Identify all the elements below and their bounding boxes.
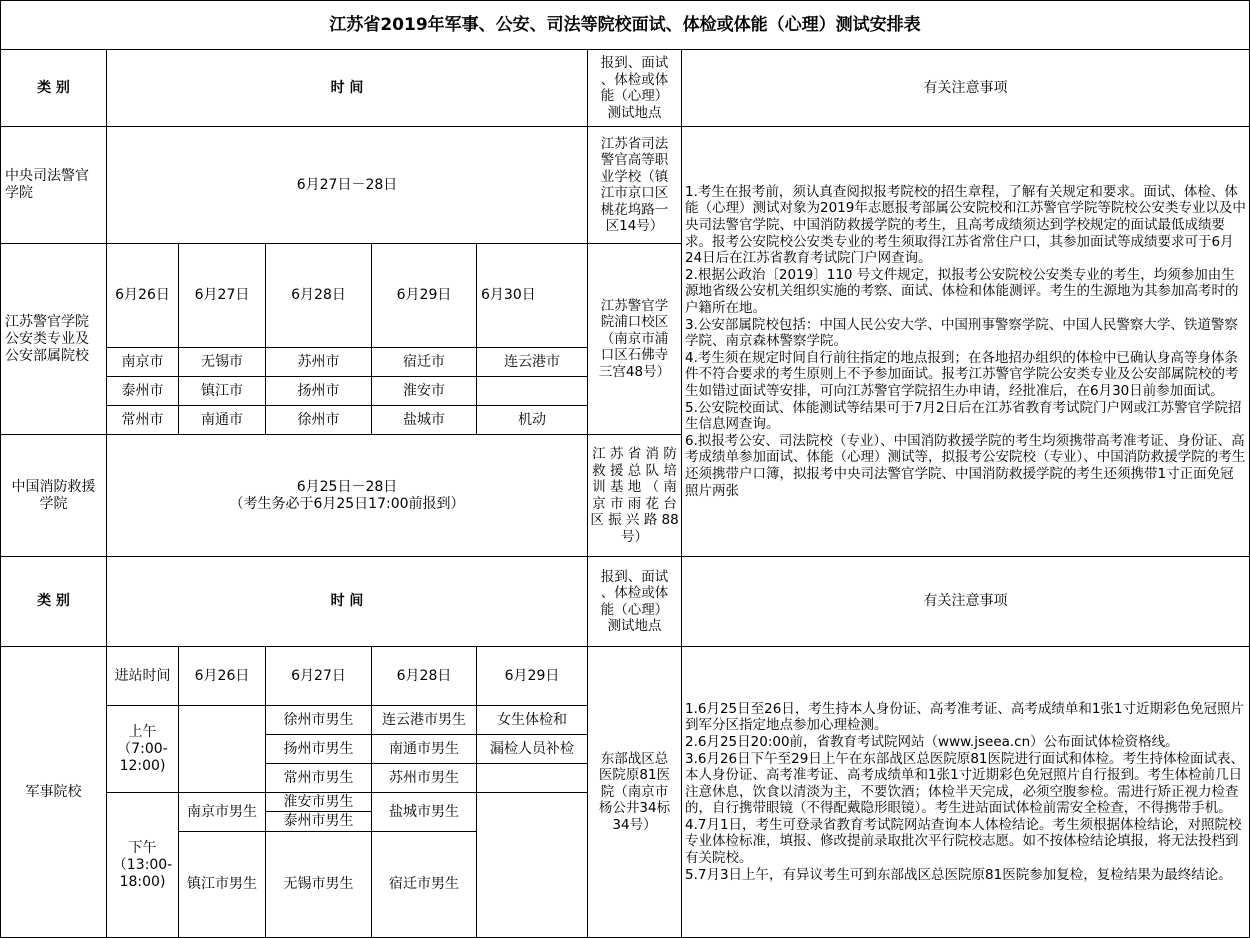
police-college-location: 江苏警官学 院浦口校区 （南京市浦 口区石佛寺 三宫48号） <box>587 243 682 435</box>
morning-cell <box>476 763 588 793</box>
morning-cell: 南通市男生 <box>371 734 477 764</box>
afternoon-cell-huaian: 淮安市男生 <box>265 792 372 812</box>
police-college-name: 江苏警官学院 公安类专业及 公安部属院校 <box>0 243 107 435</box>
police-city-cell: 徐州市 <box>265 405 372 435</box>
justice-college-location: 江苏省司法 警官高等职 业学校（镇 江市京口区 桃花坞路一 区14号） <box>587 126 682 244</box>
morning-cell: 苏州市男生 <box>371 763 477 793</box>
police-city-cell: 扬州市 <box>265 376 372 406</box>
police-city-cell: 机动 <box>476 405 588 435</box>
police-date-cell: 6月30日 <box>476 243 588 348</box>
police-city-cell: 淮安市 <box>371 376 477 406</box>
header-time: 时 间 <box>106 49 588 127</box>
afternoon-cell-zhenjiang: 镇江市男生 <box>178 831 266 938</box>
police-city-cell: 泰州市 <box>106 376 179 406</box>
fire-college-location: 江 苏 省 消 防 救 援 总 队 培 训 基 地 （ 南 京 市 雨 花 台 区 振 兴 路 88 号） <box>587 434 682 557</box>
morning-label: 上午 （7:00- 12:00) <box>106 705 179 793</box>
afternoon-label: 下午 （13:00- 18:00) <box>106 792 179 938</box>
police-city-cell <box>476 376 588 406</box>
police-city-cell: 盐城市 <box>371 405 477 435</box>
military-college-name: 军事院校 <box>0 646 107 938</box>
header-category-2: 类 别 <box>0 556 107 647</box>
header-location: 报到、面试 、体检或体 能（心理） 测试地点 <box>587 49 682 127</box>
afternoon-cell-nanjing: 南京市男生 <box>178 792 266 832</box>
justice-college-name: 中央司法警官 学院 <box>0 126 107 244</box>
police-city-cell: 宿迁市 <box>371 347 477 377</box>
police-date-cell: 6月26日 <box>106 243 179 348</box>
header-category: 类 别 <box>0 49 107 127</box>
military-date-cell: 6月29日 <box>476 646 588 706</box>
page-title: 江苏省2019年军事、公安、司法等院校面试、体检或体能（心理）测试安排表 <box>0 0 1250 50</box>
afternoon-empty-cell <box>476 792 588 938</box>
morning-cell: 连云港市男生 <box>371 705 477 735</box>
morning-cell: 漏检人员补检 <box>476 734 588 764</box>
section1-notes: 1.考生在报考前，须认真查阅拟报考院校的招生章程，了解有关规定和要求。面试、体检、体能（心理）测试对象为2019年志愿报考部属公安院校和江苏警官学院等院校公安类专业以及中央司法警官学院、中国消防救援学院的考生，且高考成绩须达到学校规定的面试最低成绩要求。报考公安院校公安类专业的考生须取得江苏省常住户口，其参加面试等成绩要求可于6月24日后在江苏省教育考试院门户网查询。 2.根据公政治〔2019〕110 号文件规定，拟报考公安院校公安类专业的考生，均须参加由生源地省级公安机关组织实施的考察、面试、体检和体能测评。考生的生源地为其参加高考时的户籍所在地。 3.公安部属院校包括：中国人民公安大学、中国刑事警察学院、中国人民警察大学、铁道警察学院、南京森林警察学院。 4.考生须在规定时间自行前往指定的地点报到；在各地招办组织的体检中已确认身高等身体条件不符合要求的考生原则上不予参加面试。报考江苏警官学院公安类专业及公安部属院校的考生如错过面试等安排，可向江苏警官学院招生办申请，经批准后，在6月30日前参加面试。 5.公安院校面试、体能测试等结果可于7月2日后在江苏省教育考试院门户网或江苏警官学院招生信息网查询。 6.拟报考公安、司法院校（专业）、中国消防救援学院的考生均须携带高考准考证、身份证、高考成绩单参加面试、体能（心理）测试等，拟报考公安院校（专业）、中国消防救援学院的考生还须携带户口簿，拟报考中央司法警官学院、中国消防救援学院的考生还须携带1寸正面免冠照片两张 <box>681 126 1250 557</box>
header-time-2: 时 间 <box>106 556 588 647</box>
police-date-cell: 6月27日 <box>178 243 266 348</box>
morning-cell: 扬州市男生 <box>265 734 372 764</box>
header-location-2: 报到、面试 、体检或体 能（心理） 测试地点 <box>587 556 682 647</box>
header-notes-2: 有关注意事项 <box>681 556 1250 647</box>
justice-college-time: 6月27日－28日 <box>106 126 588 244</box>
afternoon-cell-taizhou: 泰州市男生 <box>265 811 372 832</box>
fire-college-name: 中国消防救援 学院 <box>0 434 107 557</box>
section2-notes: 1.6月25日至26日，考生持本人身份证、高考准考证、高考成绩单和1张1寸近期彩色免冠照片到军分区指定地点参加心理检测。 2.6月25日20:00前，省教育考试院网站（www.jseea.cn）公布面试体检资格线。 3.6月26日下午至29日上午在东部战区总医院原81医院进行面试和体检。考生持体检面试表、本人身份证、高考准考证、高考成绩单和1张1寸近期彩色免冠照片自行报到。考生体检前几日注意休息，饮食以清淡为主，不要饮酒；体检半天完成，必须空腹参检。需进行矫正视力检查的，自行携带眼镜（不得配戴隐形眼镜）。考生进站面试体检前需安全检查，不得携带手机。 4.7月1日，考生可登录省教育考试院网站查询本人体检结论。考生须根据体检结论，对照院校专业体检标准，填报、修改提前录取批次平行院校志愿。如不按体检结论填报，将无法投档到有关院校。 5.7月3日上午，有异议考生可到东部战区总医院原81医院参加复检，复检结果为最终结论。 <box>681 646 1250 938</box>
military-location: 东部战区总 医院原81医 院（南京市 杨公井34标 34号） <box>587 646 682 938</box>
fire-college-time: 6月25日－28日 （考生务必于6月25日17:00前报到） <box>106 434 588 557</box>
morning-cell: 女生体检和 <box>476 705 588 735</box>
police-city-cell: 无锡市 <box>178 347 266 377</box>
police-city-cell: 镇江市 <box>178 376 266 406</box>
police-city-cell: 连云港市 <box>476 347 588 377</box>
morning-cell: 徐州市男生 <box>265 705 372 735</box>
police-city-cell: 南通市 <box>178 405 266 435</box>
entry-time-label: 进站时间 <box>106 646 179 706</box>
afternoon-cell-wuxi: 无锡市男生 <box>265 831 372 938</box>
police-date-cell: 6月28日 <box>265 243 372 348</box>
morning-empty-cell <box>178 705 266 793</box>
military-date-cell: 6月28日 <box>371 646 477 706</box>
police-date-cell: 6月29日 <box>371 243 477 348</box>
morning-cell: 常州市男生 <box>265 763 372 793</box>
afternoon-cell-yancheng: 盐城市男生 <box>371 792 477 832</box>
police-city-cell: 常州市 <box>106 405 179 435</box>
header-notes: 有关注意事项 <box>681 49 1250 127</box>
police-city-cell: 苏州市 <box>265 347 372 377</box>
afternoon-cell-suqian: 宿迁市男生 <box>371 831 477 938</box>
military-date-cell: 6月27日 <box>265 646 372 706</box>
military-date-cell: 6月26日 <box>178 646 266 706</box>
police-city-cell: 南京市 <box>106 347 179 377</box>
